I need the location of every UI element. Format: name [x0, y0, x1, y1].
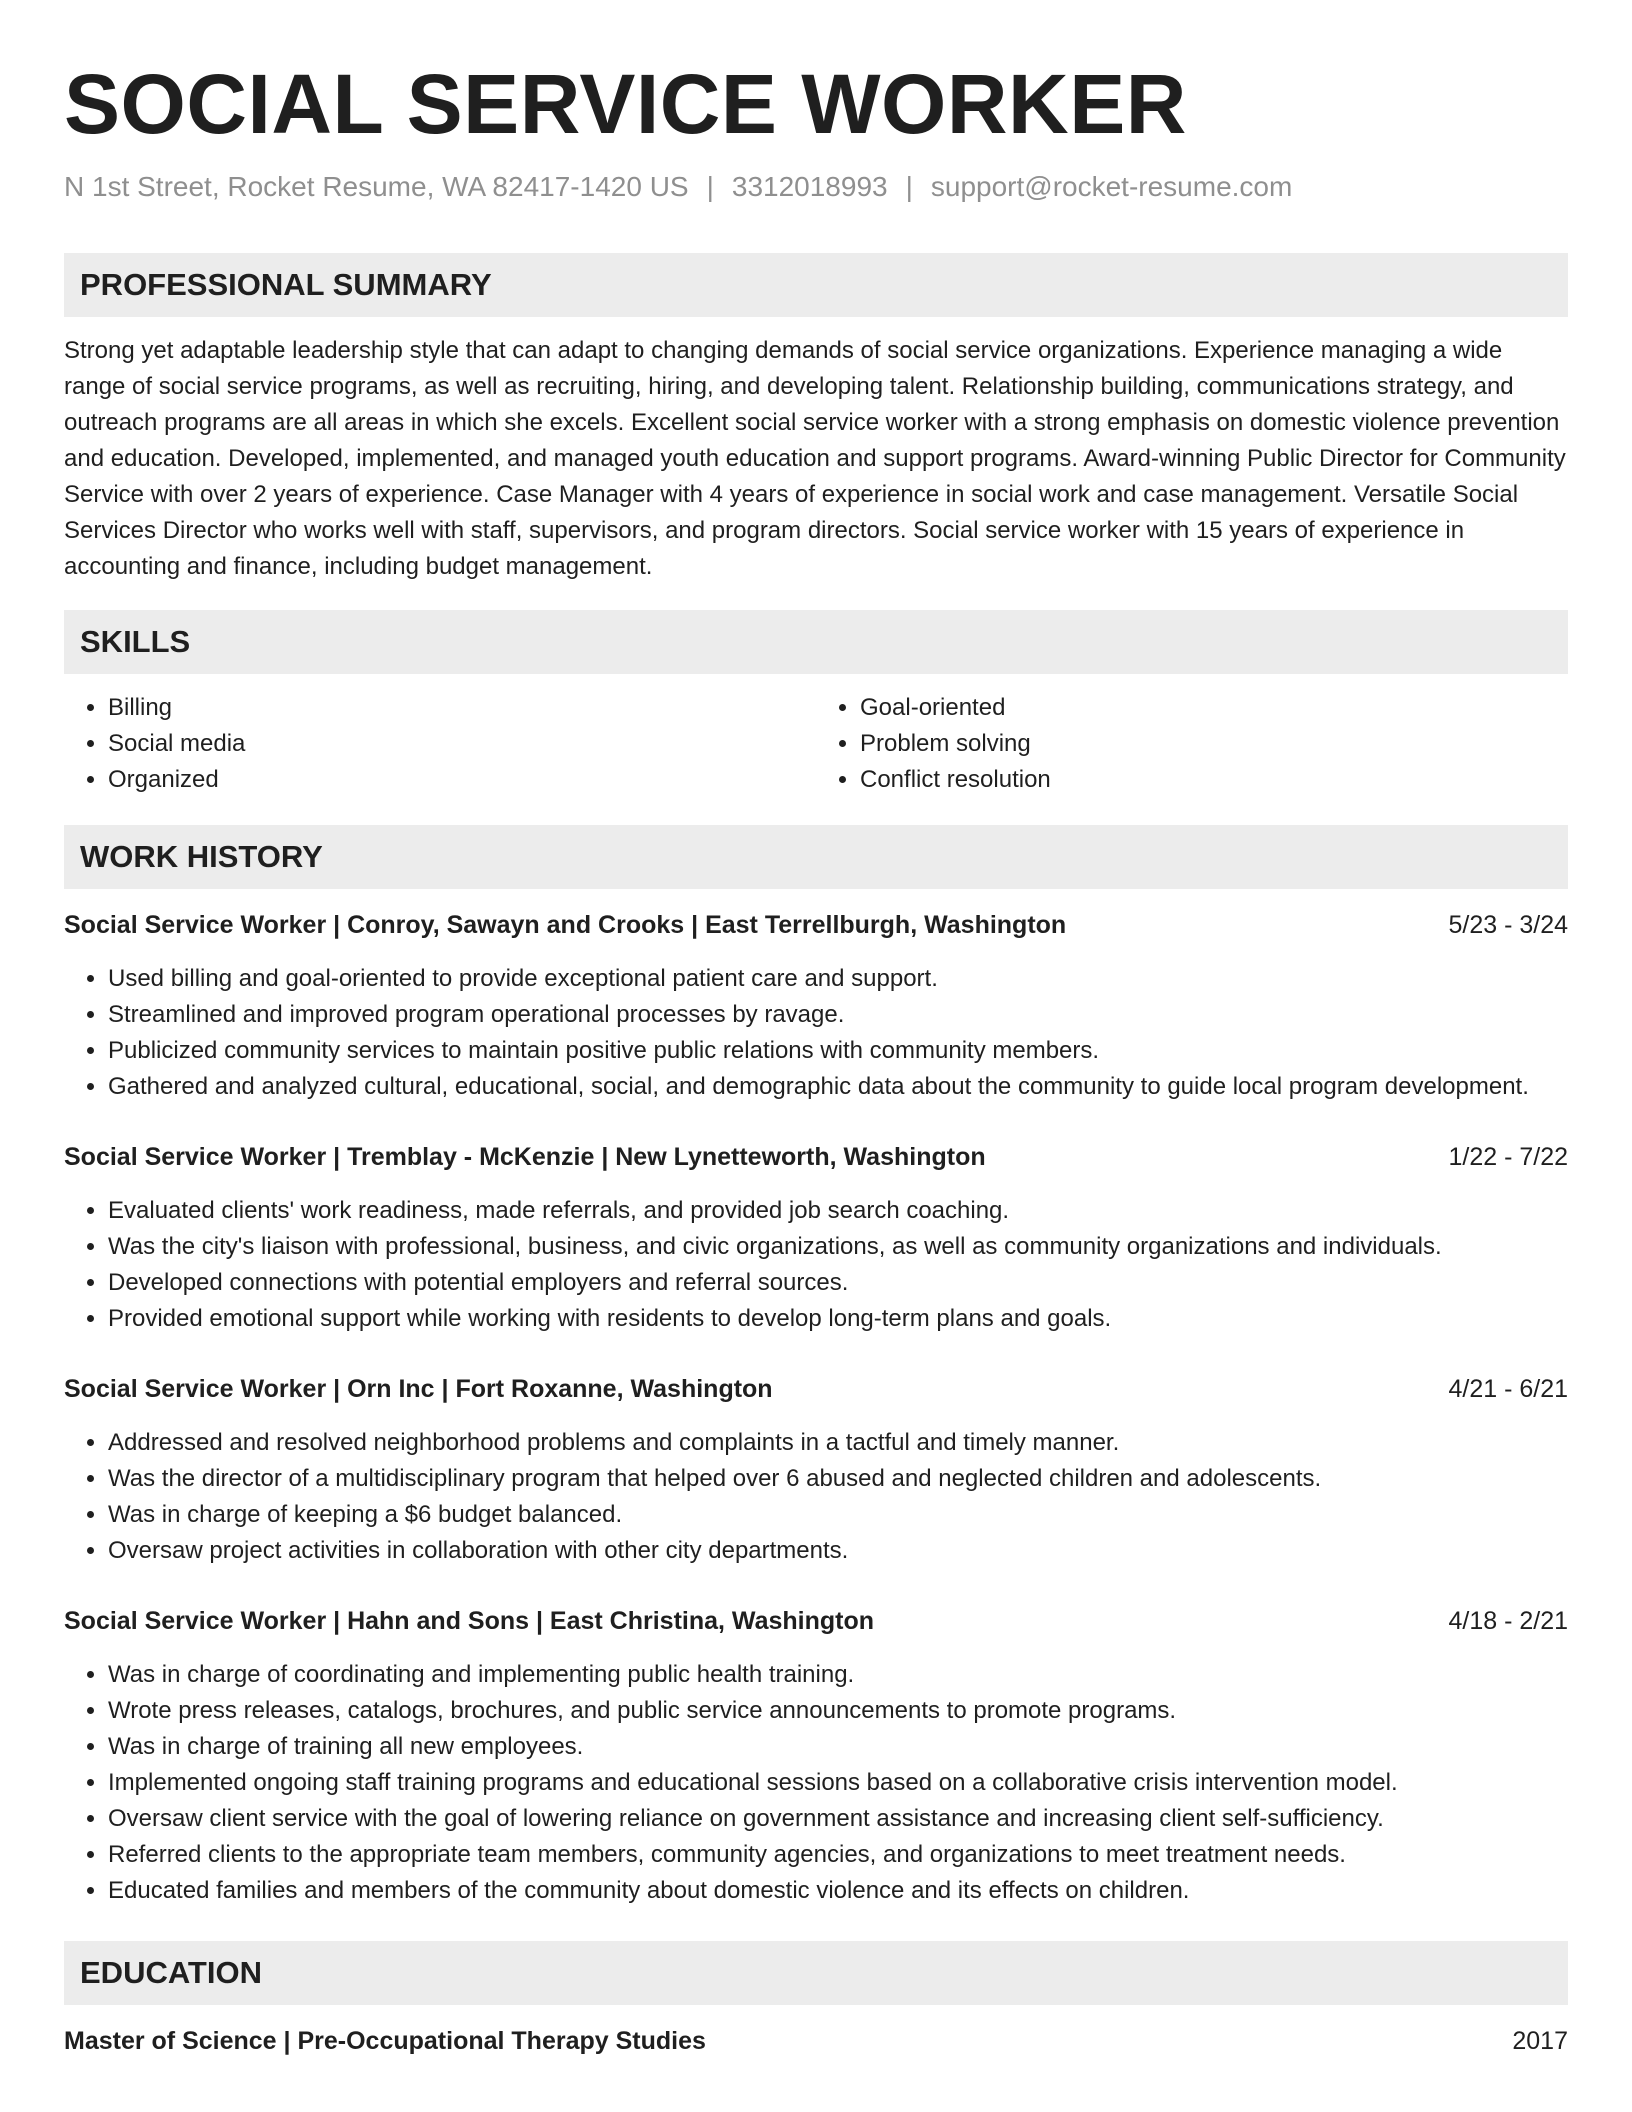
- education-year: 2017: [1512, 2027, 1568, 2055]
- job-bullet: • Streamlined and improved program operational processes by ravage.: [108, 997, 1568, 1033]
- job-bullet: • Was the director of a multidisciplinary program that helped over 6 abused and neglected children and adolescents.: [108, 1461, 1568, 1497]
- job-dates: 4/21 - 6/21: [1448, 1375, 1568, 1403]
- job-dates: 5/23 - 3/24: [1448, 911, 1568, 939]
- contact-separator: |: [905, 171, 913, 202]
- skills-columns: [64, 690, 1568, 798]
- work-history-section: [64, 825, 1568, 1909]
- skills-section: [64, 610, 1568, 798]
- job-bullet: • Addressed and resolved neighborhood problems and complaints in a tactful and timely manner.: [108, 1425, 1568, 1461]
- education-section: [64, 1941, 1568, 2059]
- work-history-heading: WORK HISTORY: [64, 825, 1568, 889]
- job-header: [64, 1371, 1568, 1407]
- skills-list-left: [64, 690, 816, 798]
- job-bullet: • Wrote press releases, catalogs, brochures, and public service announcements to promote programs.: [108, 1693, 1568, 1729]
- resume-name: SOCIAL SERVICE WORKER: [64, 57, 1187, 151]
- skill-item: • Social media: [108, 726, 816, 762]
- job-bullet: • Oversaw client service with the goal of lowering reliance on government assistance and increasing client self-sufficiency.: [108, 1801, 1568, 1837]
- job-entry: [64, 1603, 1568, 1909]
- job-bullet: • Was the city's liaison with professional, business, and civic organizations, as well as community organizations and individuals.: [108, 1229, 1568, 1265]
- job-entry: [64, 1139, 1568, 1337]
- job-title: Social Service Worker | Orn Inc | Fort Roxanne, Washington: [64, 1375, 773, 1403]
- job-bullet: • Was in charge of keeping a $6 budget balanced.: [108, 1497, 1568, 1533]
- job-title: Social Service Worker | Tremblay - McKenzie | New Lynetteworth, Washington: [64, 1143, 986, 1171]
- job-header: [64, 1603, 1568, 1639]
- job-bullets: [64, 1425, 1568, 1569]
- job-header: [64, 907, 1568, 943]
- job-title: Social Service Worker | Hahn and Sons | East Christina, Washington: [64, 1607, 875, 1635]
- skill-item: • Organized: [108, 762, 816, 798]
- skills-list-right: [816, 690, 1568, 798]
- education-entry: [64, 2023, 1568, 2059]
- job-header: [64, 1139, 1568, 1175]
- job-bullets: [64, 1193, 1568, 1337]
- job-bullet: • Was in charge of training all new employees.: [108, 1729, 1568, 1765]
- contact-line: [64, 170, 1568, 204]
- job-bullet: • Evaluated clients' work readiness, made referrals, and provided job search coaching.: [108, 1193, 1568, 1229]
- job-bullet: • Referred clients to the appropriate team members, community agencies, and organizations to meet treatment needs.: [108, 1837, 1568, 1873]
- skill-item: • Problem solving: [860, 726, 1568, 762]
- job-bullet: • Publicized community services to maintain positive public relations with community members.: [108, 1033, 1568, 1069]
- contact-address: N 1st Street, Rocket Resume, WA 82417-1420 US: [64, 171, 689, 202]
- skill-item: • Conflict resolution: [860, 762, 1568, 798]
- summary-section: [64, 253, 1568, 585]
- job-entry: [64, 1371, 1568, 1569]
- job-entry: [64, 907, 1568, 1105]
- job-bullet: • Educated families and members of the community about domestic violence and its effects on children.: [108, 1873, 1568, 1909]
- summary-text: Strong yet adaptable leadership style that can adapt to changing demands of social service organizations. Experience managing a wide range of social service programs, as well as recruiting, hiring, and developing talent. Relationship building, communications strategy, and outreach programs are all areas in which she excels. Excellent social service worker with a strong emphasis on domestic violence prevention and education. Developed, implemented, and managed youth education and support programs. Award-winning Public Director for Community Service with over 2 years of experience. Case Manager with 4 years of experience in social work and case management. Versatile Social Services Director who works well with staff, supervisors, and program directors. Social service worker with 15 years of experience in accounting and finance, including budget management.: [64, 337, 1566, 580]
- contact-email: support@rocket-resume.com: [930, 171, 1293, 202]
- job-bullet: • Implemented ongoing staff training programs and educational sessions based on a collaborative crisis intervention model.: [108, 1765, 1568, 1801]
- contact-phone: 3312018993: [731, 171, 888, 202]
- education-heading: EDUCATION: [64, 1941, 1568, 2005]
- job-dates: 4/18 - 2/21: [1448, 1607, 1568, 1635]
- summary-heading: PROFESSIONAL SUMMARY: [64, 253, 1568, 317]
- job-dates: 1/22 - 7/22: [1448, 1143, 1568, 1171]
- job-bullet: • Used billing and goal-oriented to provide exceptional patient care and support.: [108, 961, 1568, 997]
- job-bullet: • Provided emotional support while working with residents to develop long-term plans and goals.: [108, 1301, 1568, 1337]
- skill-item: • Goal-oriented: [860, 690, 1568, 726]
- contact-separator: |: [706, 171, 714, 202]
- job-bullet: • Was in charge of coordinating and implementing public health training.: [108, 1657, 1568, 1693]
- education-degree: Master of Science | Pre-Occupational Therapy Studies: [64, 2027, 706, 2055]
- job-bullet: • Oversaw project activities in collaboration with other city departments.: [108, 1533, 1568, 1569]
- job-bullet: • Developed connections with potential employers and referral sources.: [108, 1265, 1568, 1301]
- job-title: Social Service Worker | Conroy, Sawayn and Crooks | East Terrellburgh, Washington: [64, 911, 1067, 939]
- skills-heading: SKILLS: [64, 610, 1568, 674]
- job-bullet: • Gathered and analyzed cultural, educational, social, and demographic data about the community to guide local program development.: [108, 1069, 1568, 1105]
- skill-item: • Billing: [108, 690, 816, 726]
- job-bullets: [64, 961, 1568, 1105]
- job-bullets: [64, 1657, 1568, 1909]
